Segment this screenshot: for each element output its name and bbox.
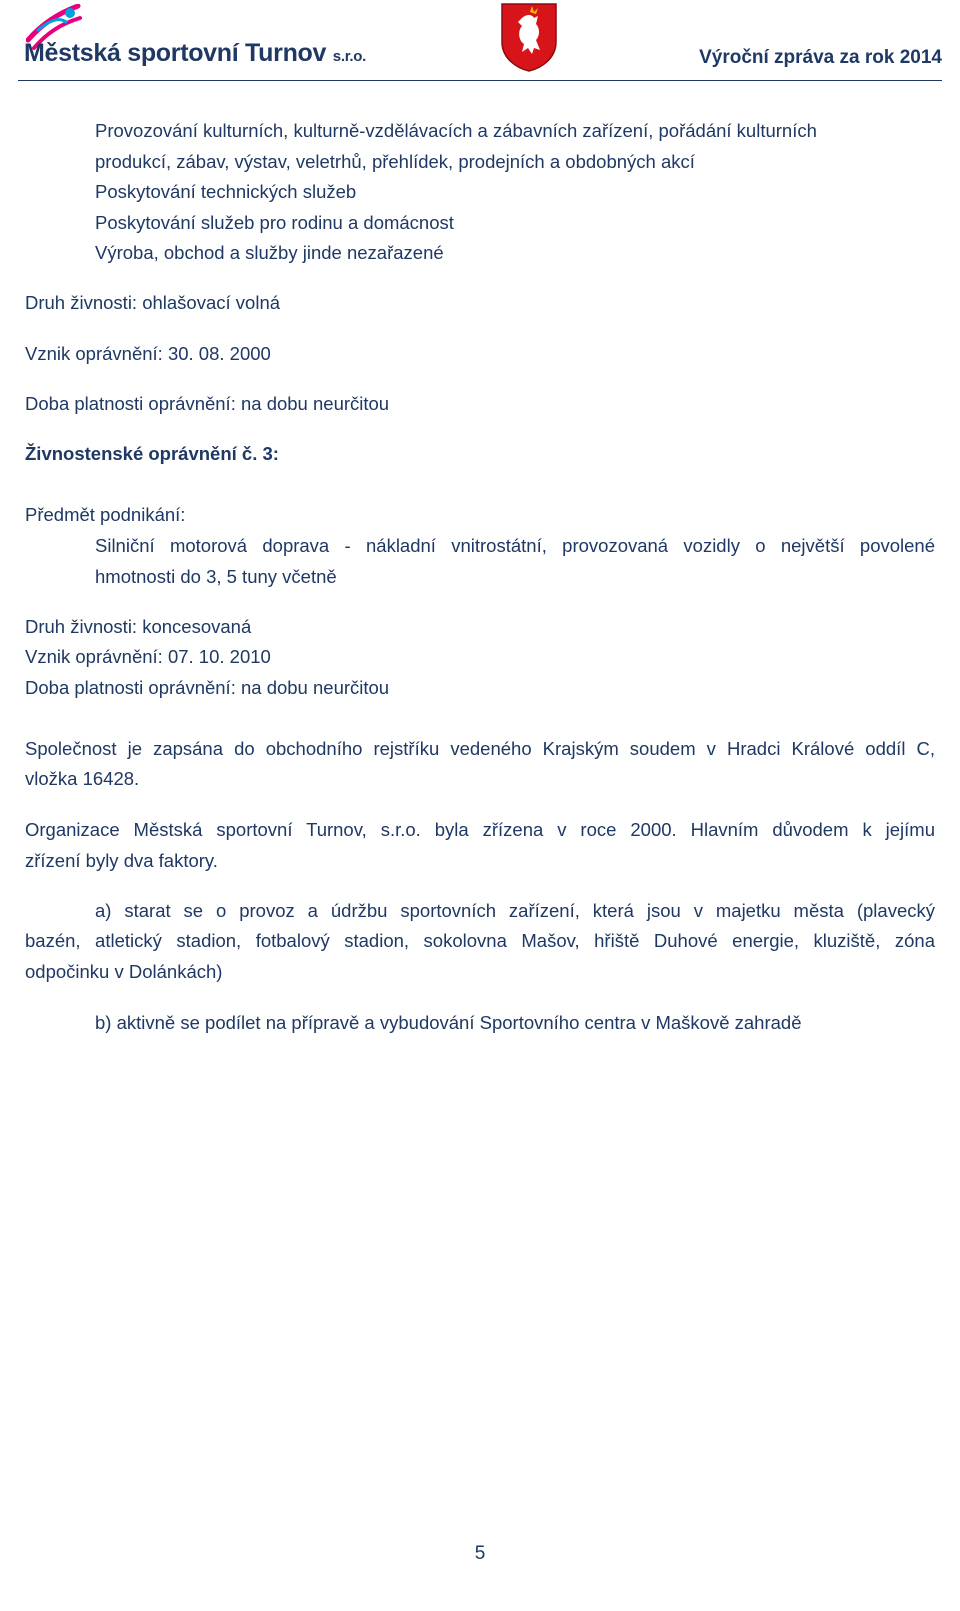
company-logo-text: Městská sportovní Turnov s.r.o. [24,39,366,67]
page-header [0,0,960,86]
license3-subject-line: Silniční motorová doprava - nákladní vnitrostátní, provozovaná vozidly o největší povolené [95,535,935,556]
register-line: vložka 16428. [25,768,140,789]
reason-b: b) aktivně se podílet na přípravě a vybudování Sportovního centra v Maškově zahradě [95,1012,802,1033]
reason-a-line: bazén, atletický stadion, fotbalový stadion, sokolovna Mašov, hřiště Duhové energie, kluziště, zóna [25,930,935,951]
license3-since: Vznik oprávnění: 07. 10. 2010 [25,646,271,667]
reason-a-line: a) starat se o provoz a údržbu sportovních zařízení, která jsou v majetku města (plavecký [95,900,935,921]
license3-heading: Živnostenské oprávnění č. 3: [25,443,279,464]
register-line: Společnost je zapsána do obchodního rejstříku vedeného Krajským soudem v Hradci Králové oddíl C, [25,738,935,759]
report-title: Výroční zpráva za rok 2014 [699,47,942,68]
header-divider [18,80,942,81]
activity-item: Provozování kulturních, kulturně-vzdělávacích a zábavních zařízení, pořádání kulturních [95,120,817,141]
license3-type: Druh živnosti: koncesovaná [25,616,252,637]
turnov-coat-of-arms-icon [500,2,558,72]
page-number: 5 [474,1543,486,1564]
license2-type: Druh živnosti: ohlašovací volná [25,292,281,313]
activity-item: produkcí, zábav, výstav, veletrhů, přehlídek, prodejních a obdobných akcí [95,151,695,172]
license3-validity: Doba platnosti oprávnění: na dobu neurčitou [25,677,390,698]
reason-a-line: odpočinku v Dolánkách) [25,961,223,982]
activity-item: Poskytování technických služeb [95,181,357,202]
activity-item: Výroba, obchod a služby jinde nezařazené [95,242,444,263]
license3-subject-line: hmotnosti do 3, 5 tuny včetně [95,566,337,587]
founding-line: Organizace Městská sportovní Turnov, s.r.o. byla zřízena v roce 2000. Hlavním důvodem k jejímu [25,819,935,840]
founding-line: zřízení byly dva faktory. [25,850,218,871]
activity-item: Poskytování služeb pro rodinu a domácnost [95,212,454,233]
license3-subject-label: Předmět podnikání: [25,504,186,525]
license2-validity: Doba platnosti oprávnění: na dobu neurčitou [25,393,390,414]
license2-since: Vznik oprávnění: 30. 08. 2000 [25,343,271,364]
